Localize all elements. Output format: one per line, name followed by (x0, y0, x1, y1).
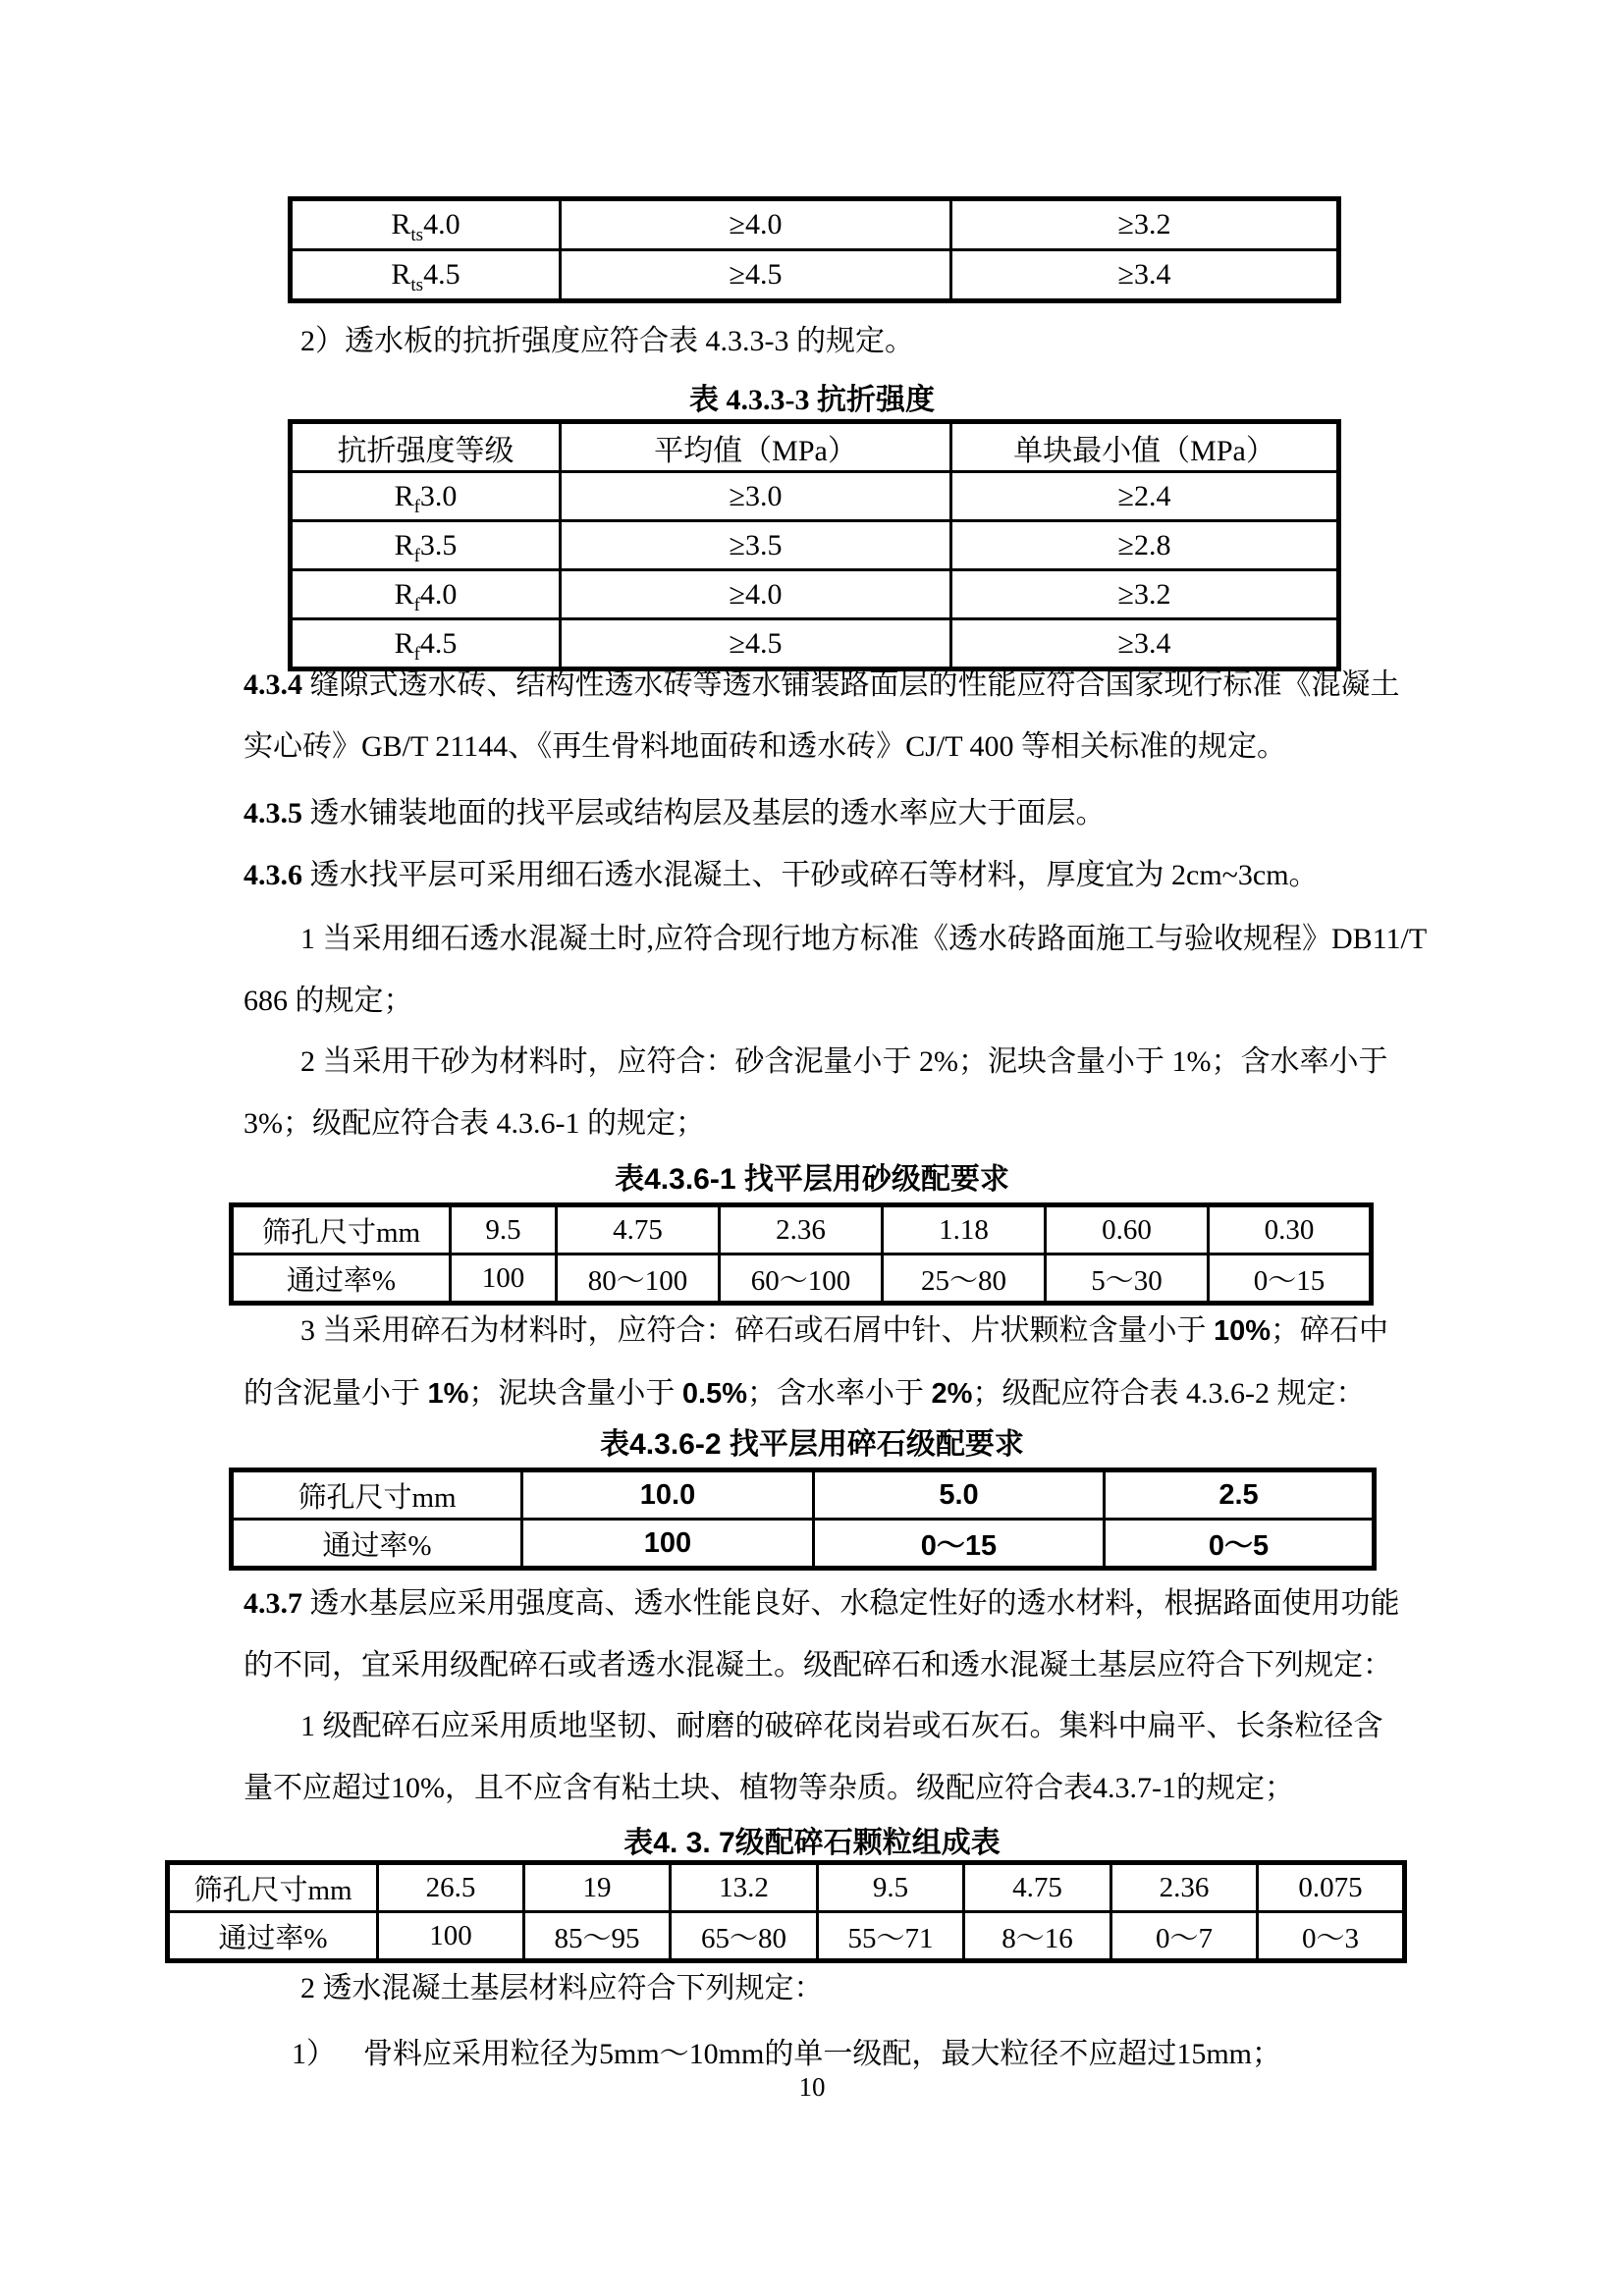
table-row (291, 570, 1339, 619)
text-line: 3 当采用碎石为材料时，应符合：碎石或石屑中针、片状颗粒含量小于 10%；碎石中 (300, 1314, 1389, 1347)
table-row (291, 521, 1339, 570)
table-4333-title: 表 4.3.3-3 抗折强度 (689, 384, 935, 416)
table-cell: 25～80 (883, 1255, 1046, 1304)
text-line: 4.3.6 透水找平层可采用细石透水混凝土、干砂或碎石等材料，厚度宜为 2cm~3cm。 (244, 859, 1319, 891)
table-cell: $R_f4.5$ (291, 619, 561, 669)
clause-number: 4.3.4 (244, 668, 302, 701)
text-line: 4.3.4 缝隙式透水砖、结构性透水砖等透水铺装路面层的性能应符合国家现行标准《混凝土 (244, 668, 1400, 701)
table-header-cell: 抗折强度等级 (291, 422, 561, 472)
paragraph-flexural-intro (300, 310, 1380, 372)
table-cell: 65～80 (671, 1912, 818, 1961)
table-cell: ≥4.0 (561, 570, 951, 619)
table-cell: 0～15 (814, 1520, 1105, 1569)
table-cell: 9.5 (818, 1863, 964, 1912)
table-cell: 0.60 (1046, 1205, 1209, 1255)
subitem-1-fine-concrete (244, 908, 1428, 1032)
text-line: 686 的规定； (244, 985, 413, 1017)
table-header-cell: 筛孔尺寸mm (168, 1863, 378, 1912)
text-line: 1） 骨料应采用粒径为5mm～10mm的单一级配，最大粒径不应超过15mm； (292, 2038, 1282, 2070)
table-cell: ≥3.5 (561, 521, 951, 570)
text-line: 4.3.7 透水基层应采用强度高、透水性能良好、水稳定性好的透水材料，根据路面使用功能 (244, 1587, 1400, 1620)
text-line: 2 当采用干砂为材料时，应符合：砂含泥量小于 2%；泥块含量小于 1%；含水率小于 (300, 1045, 1388, 1078)
table-cell: ≥2.4 (951, 472, 1339, 521)
table-cell: 100 (451, 1255, 557, 1304)
table-header-row (168, 1863, 1405, 1912)
table-cell: ≥3.0 (561, 472, 951, 521)
clause-4-3-5 (244, 782, 1380, 844)
text-line: 的含泥量小于 1%；泥块含量小于 0.5%；含水率小于 2%；级配应符合表 4.3.6-2 规定： (244, 1377, 1366, 1410)
table-cell: 4.75 (964, 1863, 1111, 1912)
table-4361-title: 表4.3.6-1 找平层用砂级配要求 (615, 1163, 1009, 1196)
table-cell: ≥3.4 (951, 619, 1339, 669)
subitem-2-pervious-concrete (300, 1957, 1380, 2019)
table-header-cell: 单块最小值（MPa） (951, 422, 1339, 472)
table-header-cell: 平均值（MPa） (561, 422, 951, 472)
clause-number: 4.3.6 (244, 859, 302, 891)
table-cell: ≥4.0 (561, 199, 951, 250)
table-cell: 0.075 (1258, 1863, 1405, 1912)
table-row (291, 199, 1339, 250)
table-sand-gradation (229, 1202, 1374, 1306)
clause-number: 4.3.7 (244, 1587, 302, 1620)
table-header-row (232, 1205, 1372, 1255)
table-header-cell: 通过率% (168, 1912, 378, 1961)
table-437-title: 表4. 3. 7级配碎石颗粒组成表 (623, 1827, 1001, 1859)
table-cell: 10.0 (522, 1470, 814, 1520)
table-cell: 13.2 (671, 1863, 818, 1912)
table-cell: 85～95 (524, 1912, 671, 1961)
bold-value: 2% (931, 1378, 973, 1410)
table-cell: $R_f3.5$ (291, 521, 561, 570)
table-row (232, 1255, 1372, 1304)
table-cell: 4.75 (557, 1205, 720, 1255)
table-cell: 8～16 (964, 1912, 1111, 1961)
table-cell: 55～71 (818, 1912, 964, 1961)
clause-4-3-6 (244, 844, 1380, 906)
bold-value: 0.5% (681, 1378, 748, 1410)
text-line: 2）透水板的抗折强度应符合表 4.3.3-3 的规定。 (300, 325, 914, 357)
table-cell: $R_f4.0$ (291, 570, 561, 619)
table-cell: 2.5 (1105, 1470, 1375, 1520)
table-cell: ≥3.2 (951, 199, 1339, 250)
table-4362-title: 表4.3.6-2 找平层用碎石级配要求 (600, 1428, 1024, 1461)
table-cell: ≥4.5 (561, 250, 951, 301)
table-cell: 100 (378, 1912, 524, 1961)
table-particle-composition (165, 1860, 1407, 1963)
table-cell: $R_{ts}4.0$ (291, 199, 561, 250)
table-cell: 9.5 (451, 1205, 557, 1255)
text-line: 量不应超过10%，且不应含有粘土块、植物等杂质。级配应符合表4.3.7-1的规定； (244, 1772, 1294, 1804)
table-row (291, 472, 1339, 521)
list-marker: 1） (292, 2038, 336, 2070)
table-header-row (232, 1470, 1375, 1520)
bold-value: 1% (427, 1378, 469, 1410)
table-cell: 60～100 (720, 1255, 883, 1304)
table-cell: 0～7 (1111, 1912, 1258, 1961)
clause-4-3-7 (244, 1573, 1400, 1696)
table-cell: 2.36 (1111, 1863, 1258, 1912)
table-cell: 100 (522, 1520, 814, 1569)
table-header-row (291, 422, 1339, 472)
table-header-cell: 通过率% (232, 1520, 522, 1569)
table-cell: ≥4.5 (561, 619, 951, 669)
text-line: 实心砖》GB/T 21144、《再生骨料地面砖和透水砖》CJ/T 400 等相关标准的规定。 (244, 730, 1286, 763)
table-cell: $R_{ts}4.5$ (291, 250, 561, 301)
text-line: 1 当采用细石透水混凝土时,应符合现行地方标准《透水砖路面施工与验收规程》DB11/T (300, 923, 1428, 955)
table-cell: 0～15 (1209, 1255, 1372, 1304)
table-row (291, 250, 1339, 301)
table-crushed-stone-gradation (229, 1468, 1377, 1571)
subitem-1-graded-stone (244, 1695, 1383, 1819)
text-line: 3%；级配应符合表 4.3.6-1 的规定； (244, 1107, 705, 1140)
subitem-3-crushed-stone (244, 1300, 1389, 1425)
table-cell: 0.30 (1209, 1205, 1372, 1255)
clause-number: 4.3.5 (244, 797, 302, 829)
table-flexural-strength (288, 419, 1341, 671)
text-line: 4.3.5 透水铺装地面的找平层或结构层及基层的透水率应大于面层。 (244, 797, 1106, 829)
page-number: 10 (798, 2072, 826, 2102)
table-header-cell: 筛孔尺寸mm (232, 1470, 522, 1520)
table-cell: 0～5 (1105, 1520, 1375, 1569)
table-tensile-strength-continued (288, 196, 1341, 303)
table-cell: 2.36 (720, 1205, 883, 1255)
table-cell: ≥3.4 (951, 250, 1339, 301)
table-cell: 5～30 (1046, 1255, 1209, 1304)
text-line: 2 透水混凝土基层材料应符合下列规定： (300, 1972, 824, 2004)
table-header-cell: 通过率% (232, 1255, 451, 1304)
table-cell: 5.0 (814, 1470, 1105, 1520)
table-cell: $R_f3.0$ (291, 472, 561, 521)
text-line: 1 级配碎石应采用质地坚韧、耐磨的破碎花岗岩或石灰石。集料中扁平、长条粒径含 (300, 1710, 1383, 1742)
table-header-cell: 筛孔尺寸mm (232, 1205, 451, 1255)
table-row (232, 1520, 1375, 1569)
table-cell: ≥3.2 (951, 570, 1339, 619)
clause-4-3-4 (244, 654, 1400, 777)
table-cell: 19 (524, 1863, 671, 1912)
table-cell: 0～3 (1258, 1912, 1405, 1961)
subitem-2-dry-sand (244, 1031, 1388, 1154)
table-cell: 80～100 (557, 1255, 720, 1304)
table-row (168, 1912, 1405, 1961)
bold-value: 10% (1214, 1315, 1272, 1347)
table-cell: 1.18 (883, 1205, 1046, 1255)
table-cell: ≥2.8 (951, 521, 1339, 570)
table-cell: 26.5 (378, 1863, 524, 1912)
text-line: 的不同，宜采用级配碎石或者透水混凝土。级配碎石和透水混凝土基层应符合下列规定： (244, 1649, 1392, 1682)
